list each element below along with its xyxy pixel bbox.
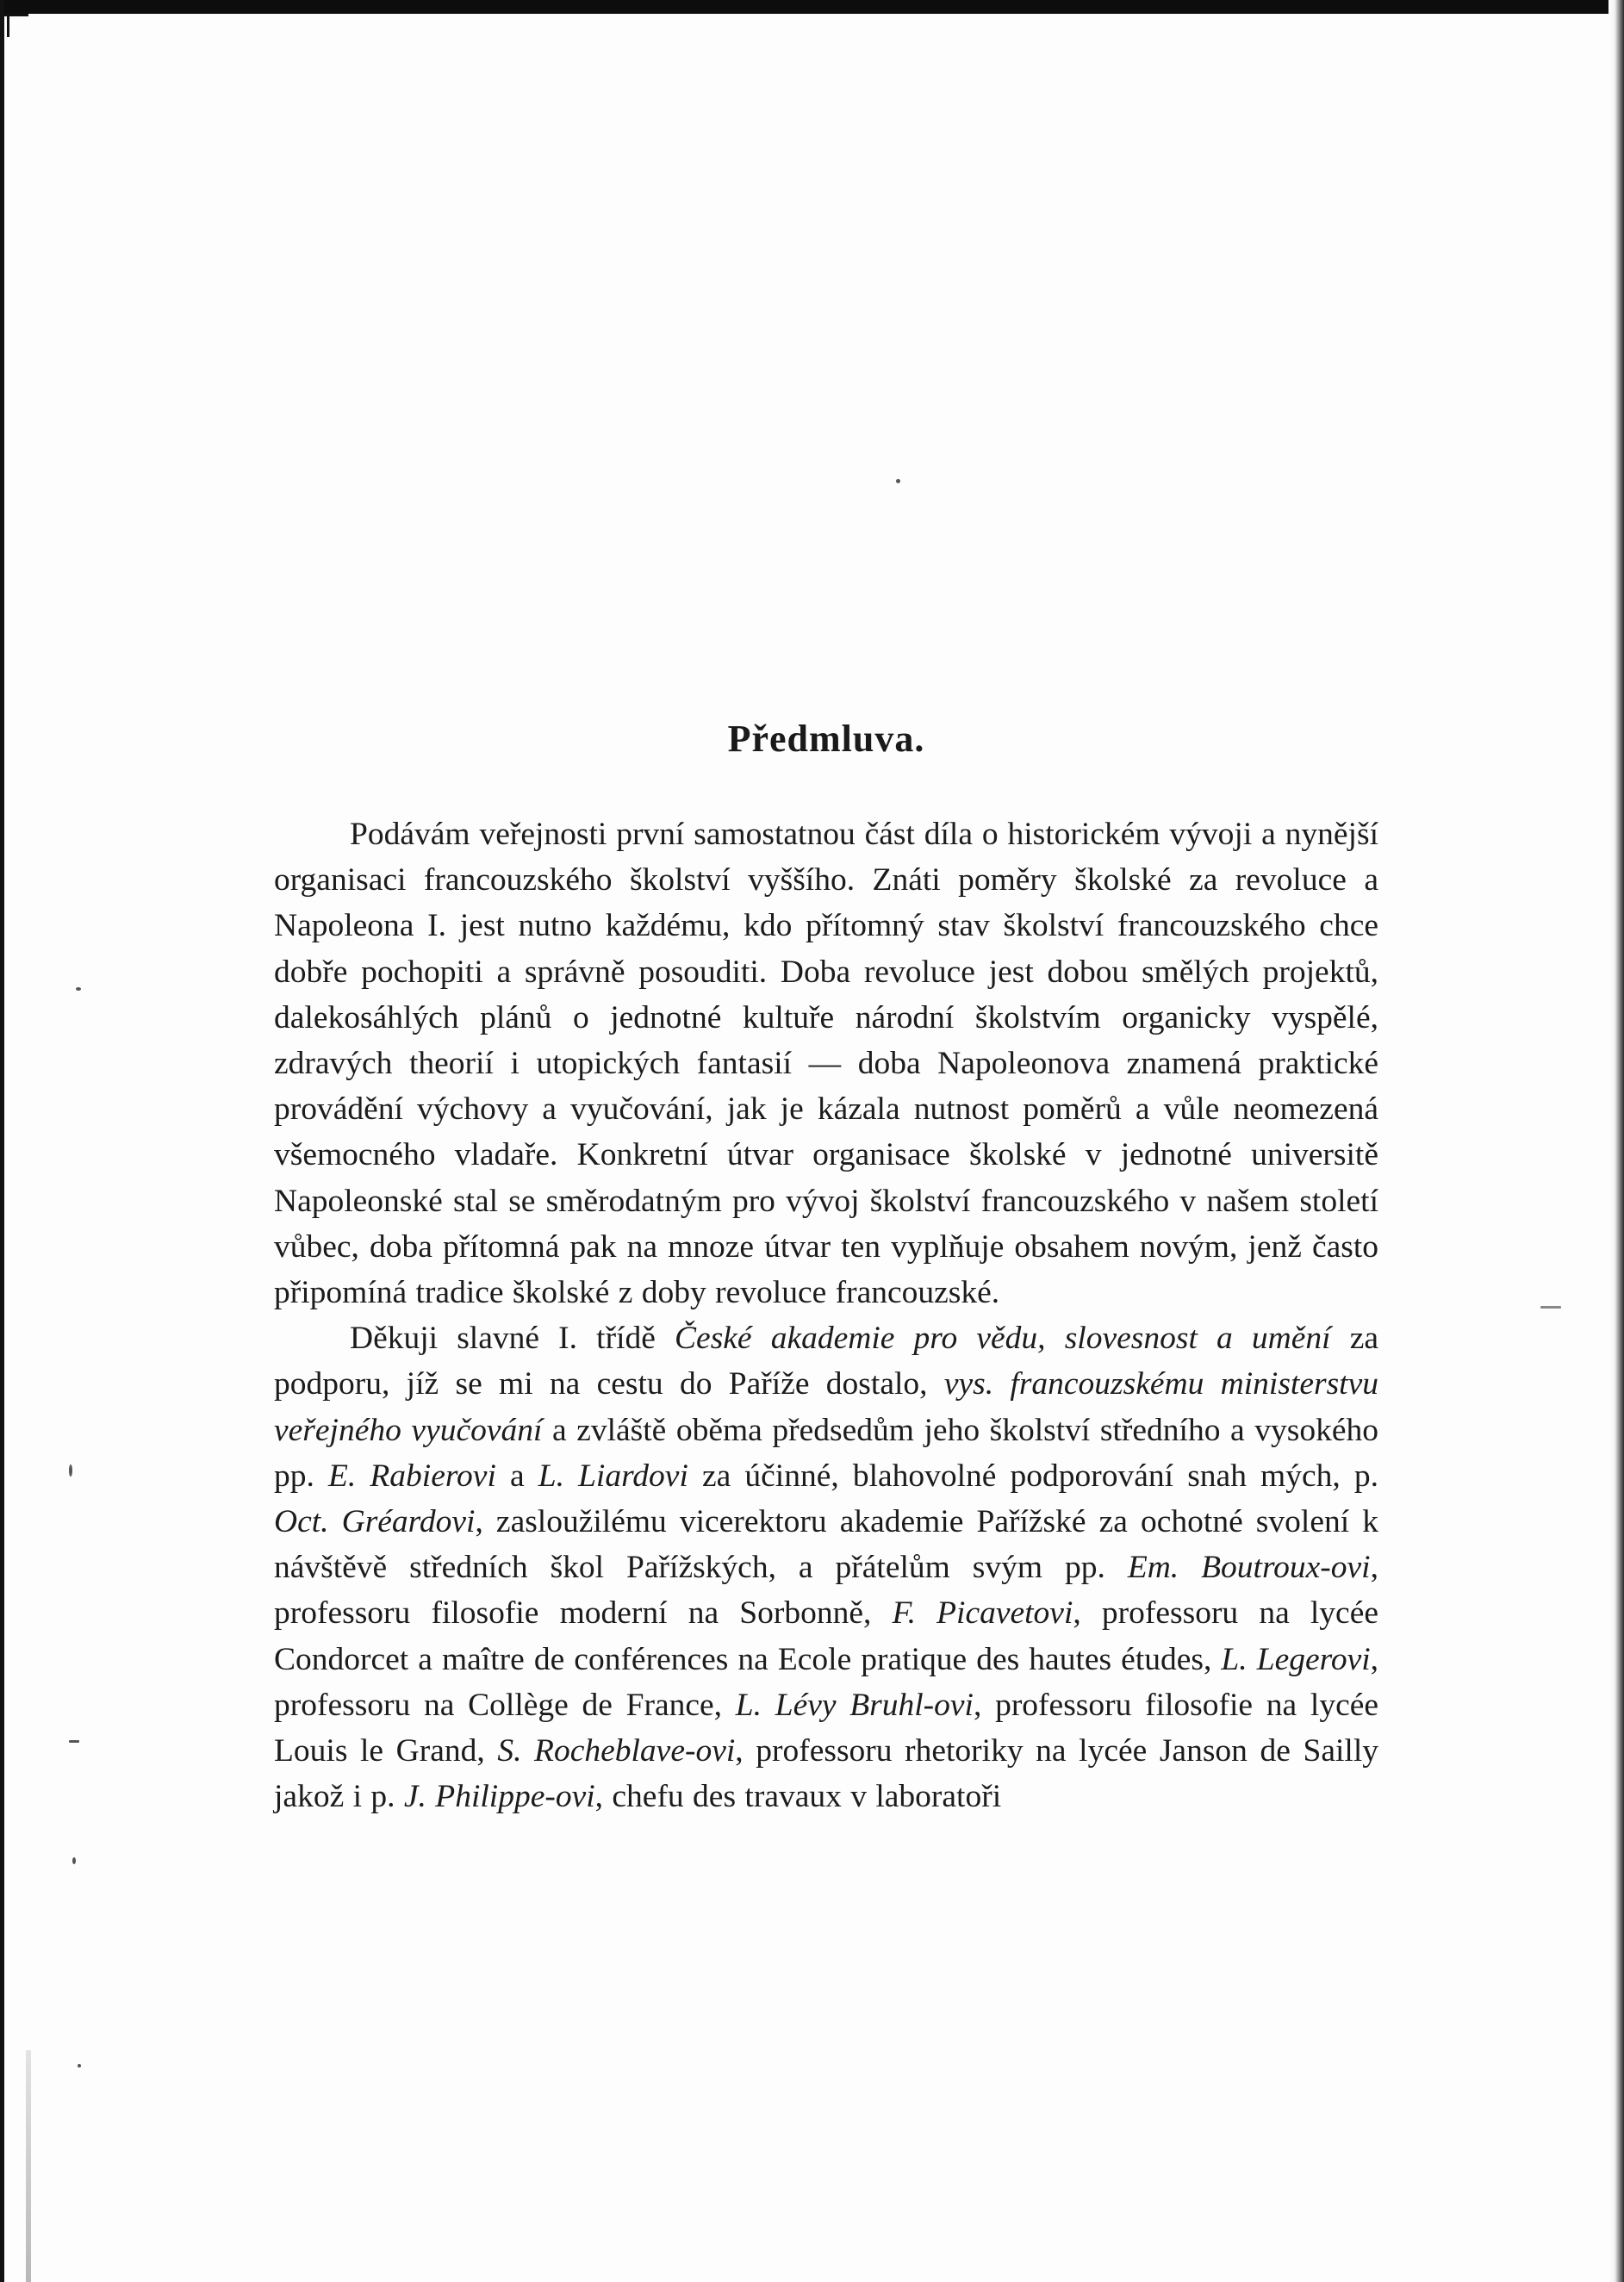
text-run: za účinné, blahovolné podporování snah mých, p.: [688, 1458, 1378, 1494]
text-run: , professoru filosofie na lycée Louis le Grand,: [274, 1687, 1379, 1769]
text-run: , professoru na lycée Condorcet a maître de conférences na Ecole pratique des hautes études,: [274, 1595, 1378, 1677]
italic-run: J. Philippe-ovi: [403, 1779, 595, 1815]
text-block: [274, 720, 1378, 1819]
binding-shadow: [26, 2050, 31, 2282]
text-run: za podporu, jíž se mi na cestu do Paříže dostalo,: [274, 1321, 1378, 1402]
italic-run: Em. Boutroux-ovi: [1127, 1550, 1371, 1586]
italic-run: L. Lévy Bruhl-ovi: [735, 1687, 974, 1723]
page-title: Předmluva.: [727, 718, 925, 760]
dust-speck: [69, 1740, 79, 1743]
text-run: , zasloužilému vicerektoru akademie Pařížské za ochotné svolení k návštěvě středních škol Pařížských, a přátelům svým pp.: [274, 1504, 1378, 1586]
text-run: , professoru rhetoriky na lycée Janson de Sailly jakož i p.: [274, 1733, 1378, 1815]
text-run: a zvláště oběma předsedům jeho školství středního a vysokého pp.: [274, 1412, 1378, 1494]
paragraph-acknowledgements: [274, 1315, 1378, 1819]
dust-speck: [896, 479, 900, 483]
italic-run: České akademie pro vědu, slovesnost a umění: [675, 1321, 1331, 1357]
dust-speck: [69, 1464, 72, 1477]
scan-edge-top: [0, 0, 1624, 14]
paragraph-intro: Podávám veřejnosti první samostatnou část díla o historickém vývoji a nynější organisaci francouzského školství vyššího. Znáti poměry školské za revoluce a Napoleona I. jest nutno každému, kdo přítomný stav školství francouzského chce dobře pochopiti a správně posouditi. Doba revoluce jest dobou smělých projektů, dalekosáhlých plánů o jednotné kultuře národní školstvím organicky vyspělé, zdravých theorií i utopických fantasií — doba Napoleonova znamená praktické provádění výchovy a vyučování, jak je kázala nutnost poměrů a vůle neomezená všemocného vladaře. Konkretní útvar organisace školské v jednotné universitě Napoleonské stal se směrodatným pro vývoj školství francouzského v našem století vůbec, doba přítomná pak na mnoze útvar ten vyplňuje obsahem novým, jenž často připomíná tradice školské z doby revoluce francouzské.: [274, 817, 1378, 1311]
text-run: Děkuji slavné I. třídě: [350, 1321, 675, 1357]
italic-run: L. Liardovi: [538, 1458, 688, 1494]
text-run: , professoru filosofie moderní na Sorbonně,: [274, 1550, 1378, 1632]
dust-speck: [1540, 1306, 1561, 1309]
dust-speck: [78, 2064, 81, 2067]
corner-mark: [4, 14, 28, 32]
scan-edge-left: [0, 0, 4, 2282]
italic-run: Oct. Gréardovi: [274, 1504, 476, 1540]
text-run: , chefu des travaux v laboratoři: [594, 1779, 1002, 1815]
text-run: a: [495, 1458, 538, 1494]
dust-speck: [72, 1857, 76, 1864]
text-run: , professoru na Collège de France,: [274, 1641, 1379, 1723]
dust-speck: [76, 987, 81, 991]
italic-run: S. Rocheblave-ovi: [497, 1733, 736, 1769]
italic-run: E. Rabierovi: [327, 1458, 496, 1494]
italic-run: F. Picavetovi: [892, 1595, 1073, 1632]
scan-edge-right: [1608, 0, 1624, 2282]
italic-run: L. Legerovi: [1221, 1641, 1371, 1677]
italic-run: vys. francouzskému ministerstvu veřejného vyučování: [274, 1366, 1378, 1448]
